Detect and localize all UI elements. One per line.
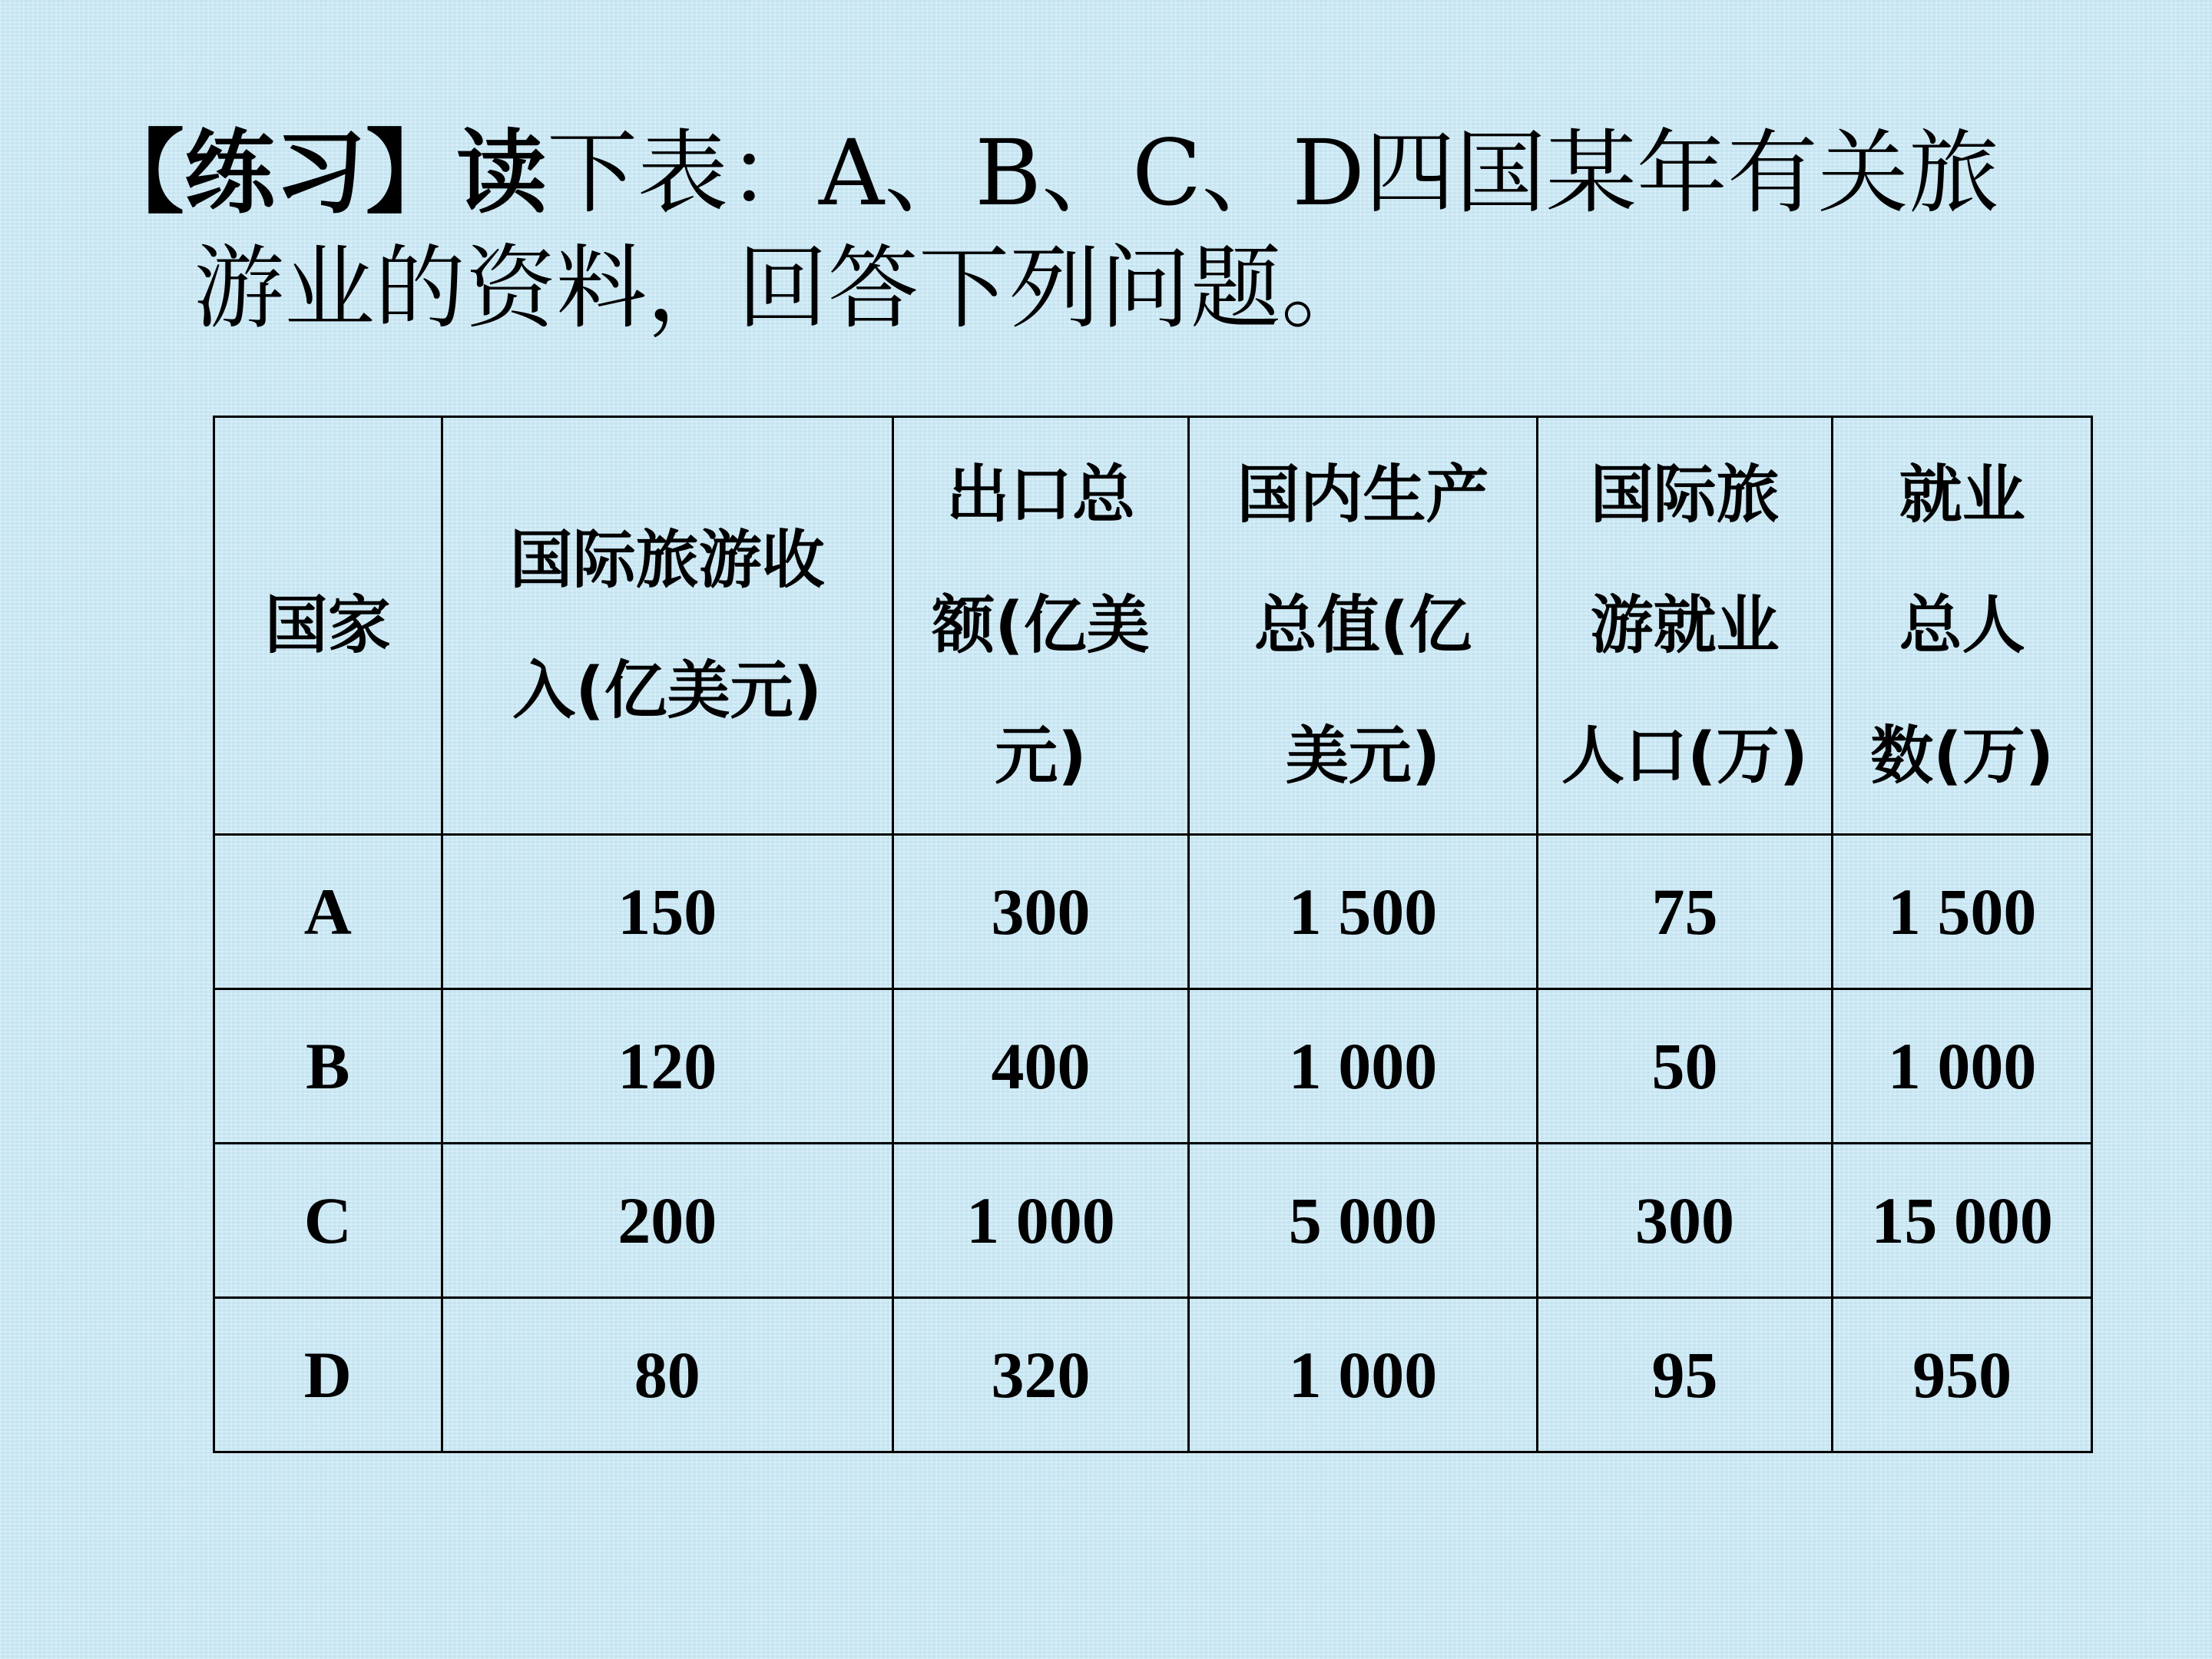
table-cell: C: [214, 1144, 442, 1298]
table-cell: B: [214, 989, 442, 1144]
table-cell: 120: [442, 989, 892, 1144]
table-cell: 150: [442, 835, 892, 989]
table-cell: 50: [1537, 989, 1833, 1144]
question-title: [94, 115, 2167, 346]
table-cell: 95: [1537, 1298, 1833, 1452]
table-header-row: [214, 417, 2092, 835]
table-row: [214, 1298, 2092, 1452]
header-country: 国家: [214, 417, 442, 835]
table-row: [214, 989, 2092, 1144]
title-prefix: 【练习】读: [94, 120, 548, 226]
table-cell: 200: [442, 1144, 892, 1298]
table-cell: A: [214, 835, 442, 989]
table-cell: 1 000: [892, 1144, 1189, 1298]
table-cell: 15 000: [1833, 1144, 2092, 1298]
header-total-exports: 出口总 额(亿美 元): [892, 417, 1189, 835]
table-cell: 80: [442, 1298, 892, 1452]
header-tourism-employment: 国际旅 游就业 人口(万): [1537, 417, 1833, 835]
table-cell: 320: [892, 1298, 1189, 1452]
table-cell: 75: [1537, 835, 1833, 989]
table-row: [214, 835, 2092, 989]
title-line2: 游业的资料，回答下列问题。: [194, 235, 1373, 341]
table-cell: 1 000: [1833, 989, 2092, 1144]
table-cell: D: [214, 1298, 442, 1452]
table-cell: 300: [1537, 1144, 1833, 1298]
table-row: [214, 1144, 2092, 1298]
table-cell: 950: [1833, 1298, 2092, 1452]
header-gdp: 国内生产 总值(亿 美元): [1189, 417, 1537, 835]
header-total-employment: 就业 总人 数(万): [1833, 417, 2092, 835]
table-cell: 1 500: [1833, 835, 2092, 989]
title-line1: 下表：A、B、C、D四国某年有关旅: [547, 120, 1999, 226]
table-cell: 1 500: [1189, 835, 1537, 989]
table-cell: 1 000: [1189, 1298, 1537, 1452]
header-intl-tourism-income: 国际旅游收 入(亿美元): [442, 417, 892, 835]
table-cell: 400: [892, 989, 1189, 1144]
table-cell: 300: [892, 835, 1189, 989]
tourism-data-table: [213, 416, 2093, 1453]
table-cell: 1 000: [1189, 989, 1537, 1144]
table-cell: 5 000: [1189, 1144, 1537, 1298]
